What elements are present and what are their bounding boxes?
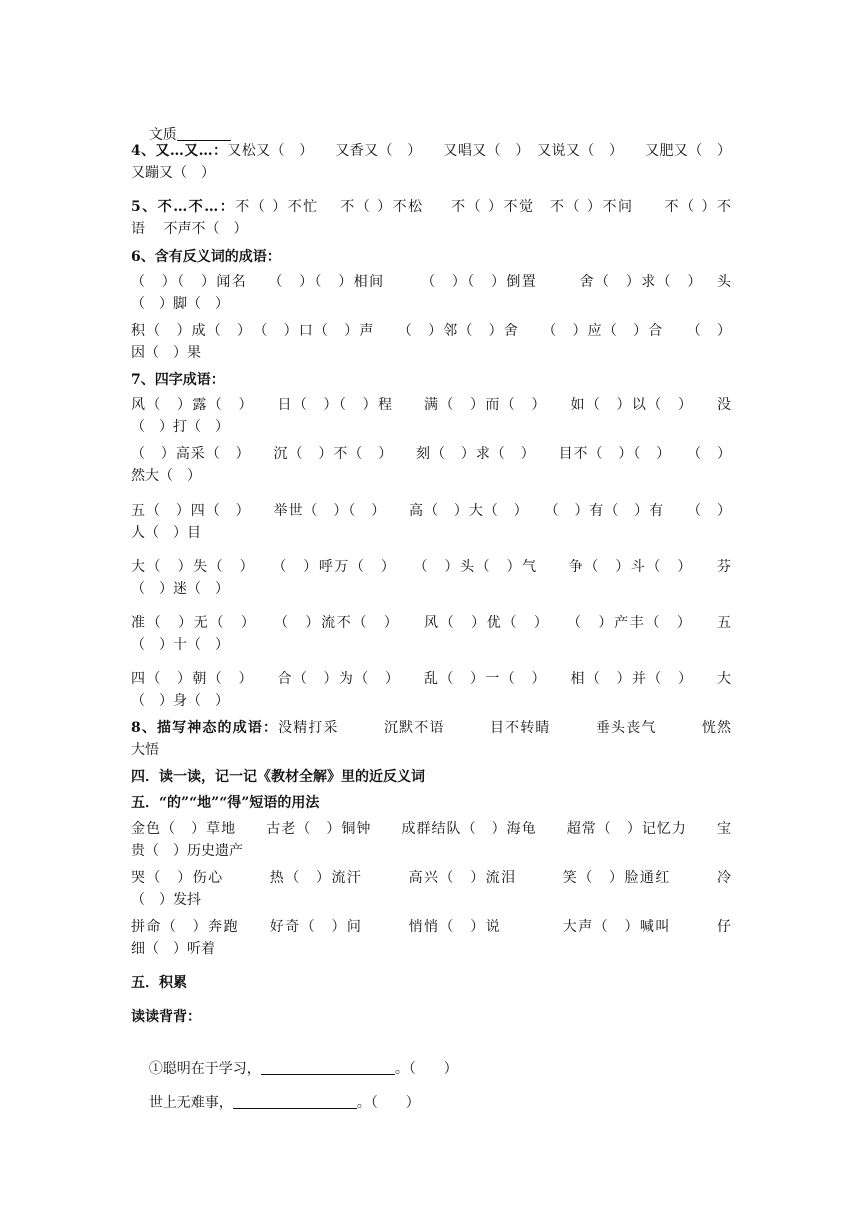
recite-line xyxy=(131,1076,420,1130)
text-line: 金色（ ）草地 古老（ ）铜钟 成群结队（ ）海龟 超常（ ）记忆力 宝 xyxy=(131,821,731,837)
text-line: （ ）迷（ ） xyxy=(131,581,229,597)
text-line: 大悟 xyxy=(131,742,159,758)
section-heading: 7、四字成语： xyxy=(131,372,225,388)
answer-blank[interactable] xyxy=(261,1060,395,1075)
line-text: 世上无难事， xyxy=(148,1095,233,1111)
text-line: （ ）十（ ） xyxy=(131,637,229,653)
answer-blank[interactable] xyxy=(177,126,231,141)
line-text: 文质 xyxy=(148,127,177,143)
line-text: 又松又（ ） 又香又（ ） 又唱又（ ） 又说又（ ） 又肥又（ ） xyxy=(227,143,731,159)
text-line: 四（ ）朝（ ） 合（ ）为（ ） 乱（ ）一（ ） 相（ ）并（ ） 大 xyxy=(131,671,731,687)
text-line: （ ）打（ ） xyxy=(131,419,229,435)
text-line: （ ）脚（ ） xyxy=(131,296,229,312)
text-line: 又蹦又（ ） xyxy=(131,165,215,181)
answer-blank[interactable] xyxy=(233,1094,357,1109)
line-text: ①聪明在于学习， xyxy=(148,1061,261,1077)
text-line: （ ）发抖 xyxy=(131,892,201,908)
section-heading-line xyxy=(131,198,731,216)
text-line: 贵（ ）历史遗产 xyxy=(131,843,243,859)
section-heading-line xyxy=(131,719,731,737)
text-line: 大（ ）失（ ） （ ）呼万（ ） （ ）头（ ）气 争（ ）斗（ ） 芬 xyxy=(131,559,731,575)
section-heading: 五．积累 xyxy=(131,975,187,991)
text-line: 因（ ）果 xyxy=(131,345,201,361)
section-heading: 五．“的”“地”“得”短语的用法 xyxy=(131,795,320,811)
section-heading: 6、含有反义词的成语： xyxy=(131,249,281,265)
text-line: （ ）高采（ ） 沉（ ）不（ ） 刻（ ）求（ ） 目不（ ）（ ） （ ） xyxy=(131,446,731,462)
section-heading-line xyxy=(131,142,731,160)
line-heading: 4、又…又…： xyxy=(131,143,228,159)
text-line: 哭（ ）伤心 热（ ）流汗 高兴（ ）流泪 笑（ ）脸通红 冷 xyxy=(131,870,731,886)
text-line: 准（ ）无（ ） （ ）流不（ ） 风（ ）优（ ） （ ）产丰（ ） 五 xyxy=(131,615,731,631)
text-line: 拼命（ ）奔跑 好奇（ ）问 悄悄（ ）说 大声（ ）喊叫 仔 xyxy=(131,919,731,935)
section-heading: 读读背背： xyxy=(131,1009,201,1025)
text-line: 五（ ）四（ ） 举世（ ）（ ） 高（ ）大（ ） （ ）有（ ）有 （ ） xyxy=(131,503,731,519)
text-line: （ ）（ ）闻名 （ ）（ ）相间 （ ）（ ）倒置 舍（ ）求（ ） 头 xyxy=(131,274,731,290)
section-heading: 四．读一读，记一记《教材全解》里的近反义词 xyxy=(131,769,425,785)
line-tail: 。（ ） xyxy=(394,1061,458,1077)
line-heading: 8、描写神态的成语： xyxy=(131,720,279,736)
text-line: （ ）身（ ） xyxy=(131,693,229,709)
text-line: 细（ ）听着 xyxy=(131,941,215,957)
text-line: 风（ ）露（ ） 日（ ）（ ）程 满（ ）而（ ） 如（ ）以（ ） 没 xyxy=(131,397,731,413)
text-line: 积（ ）成（ ） （ ）口（ ）声 （ ）邻（ ）舍 （ ）应（ ）合 （ ） xyxy=(131,323,731,339)
line-text: 不（ ）不忙 不（ ）不松 不（ ）不觉 不（ ）不问 不（ ）不 xyxy=(235,199,731,215)
line-heading: 5、不…不…： xyxy=(131,199,236,215)
text-line: 然大（ ） xyxy=(131,468,201,484)
line-tail: 。（ ） xyxy=(356,1095,420,1111)
line-text: 没精打采 沉默不语 目不转睛 垂头丧气 恍然 xyxy=(278,720,731,736)
text-line: 语 不声不（ ） xyxy=(131,221,248,237)
text-line: 人（ ）目 xyxy=(131,525,201,541)
